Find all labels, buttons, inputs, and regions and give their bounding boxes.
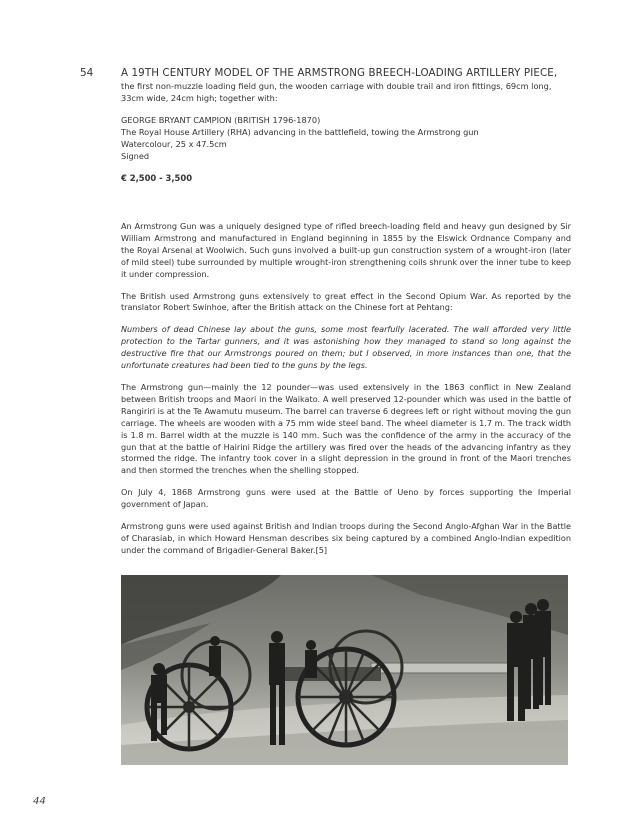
armstrong-gun-photo bbox=[121, 575, 568, 765]
work-title: The Royal House Artillery (RHA) advancing in the battlefield, towing the Armstrong gun bbox=[121, 127, 479, 137]
essay-paragraph: An Armstrong Gun was a uniquely designed type of rifled breech-loading field and heavy gun designed by Sir William Armstrong and manufactured in England beginning in 1855 by the Elswick Ordnance Company and the Royal Arsenal at Woolwich. Such guns involved a built-up gun construction system of a wrought-iron (later of mild steel) tube surrounded by multiple wrought-iron strengthening coils shrunk over the inner tube to keep it under compression. bbox=[121, 221, 571, 279]
lot-title: A 19TH CENTURY MODEL OF THE ARMSTRONG BREECH-LOADING ARTILLERY PIECE, bbox=[121, 67, 558, 79]
lot-subtitle: the first non-muzzle loading field gun, the wooden carriage with double trail and iron fittings, 69cm long, 33cm wide, 24cm high; together with: bbox=[121, 81, 552, 103]
page-number: 44 bbox=[33, 796, 46, 807]
signature-note: Signed bbox=[121, 151, 150, 161]
essay-paragraph: Armstrong guns were used against British and Indian troops during the Second Anglo-Afghan War in the Battle of Charasiab, in which Howard Hensman describes six being captured by a combined Anglo-Indian expedition under the command of Brigadier-General Baker.[5] bbox=[121, 521, 571, 555]
essay-paragraph: The Armstrong gun—mainly the 12 pounder—was used extensively in the 1863 conflict in New Zealand between British troops and Maori in the Waikato. A well preserved 12-pounder which was used in the battle of Rangiriri is at the Te Awamutu museum. The barrel can traverse 6 degrees left or right without moving the gun carriage. The wheels are wooden with a 75 mm wide steel band. The wheel diameter is 1.7 m. The track width is 1.8 m. Barrel width at the muzzle is 140 mm. Such was the confidence of the army in the accuracy of the gun that at the battle of Hairini Ridge the artillery was fired over the heads of the advancing infantry as they stormed the ridge. The infantry took cover in a slight depression in the ground in front of the Maori trenches and then stormed the trenches when the shelling stopped. bbox=[121, 381, 571, 476]
historical-photograph bbox=[121, 575, 568, 765]
essay bbox=[121, 221, 571, 567]
artist-name: GEORGE BRYANT CAMPION (BRITISH 1796-1870) bbox=[121, 115, 321, 125]
essay-paragraph: The British used Armstrong guns extensively to great effect in the Second Opium War. As reported by the translator Robert Swinhoe, after the British attack on the Chinese fort at Pehtang: bbox=[121, 290, 571, 313]
lot-description bbox=[121, 67, 576, 183]
estimate: € 2,500 - 3,500 bbox=[121, 173, 193, 183]
essay-quote: Numbers of dead Chinese lay about the guns, some most fearfully lacerated. The wall afforded very little protection to the Tartar gunners, and it was astonishing how they managed to stand so long against the destructive fire that our Armstrongs poured on them; but I observed, in more instances than one, that the unfortunate creatures had been tied to the guns by the legs. bbox=[121, 324, 571, 371]
medium: Watercolour, 25 x 47.5cm bbox=[121, 139, 227, 149]
essay-paragraph: On July 4, 1868 Armstrong guns were used at the Battle of Ueno by forces supporting the Imperial government of Japan. bbox=[121, 487, 571, 510]
artist-block bbox=[121, 114, 576, 162]
lot-number: 54 bbox=[80, 67, 94, 79]
